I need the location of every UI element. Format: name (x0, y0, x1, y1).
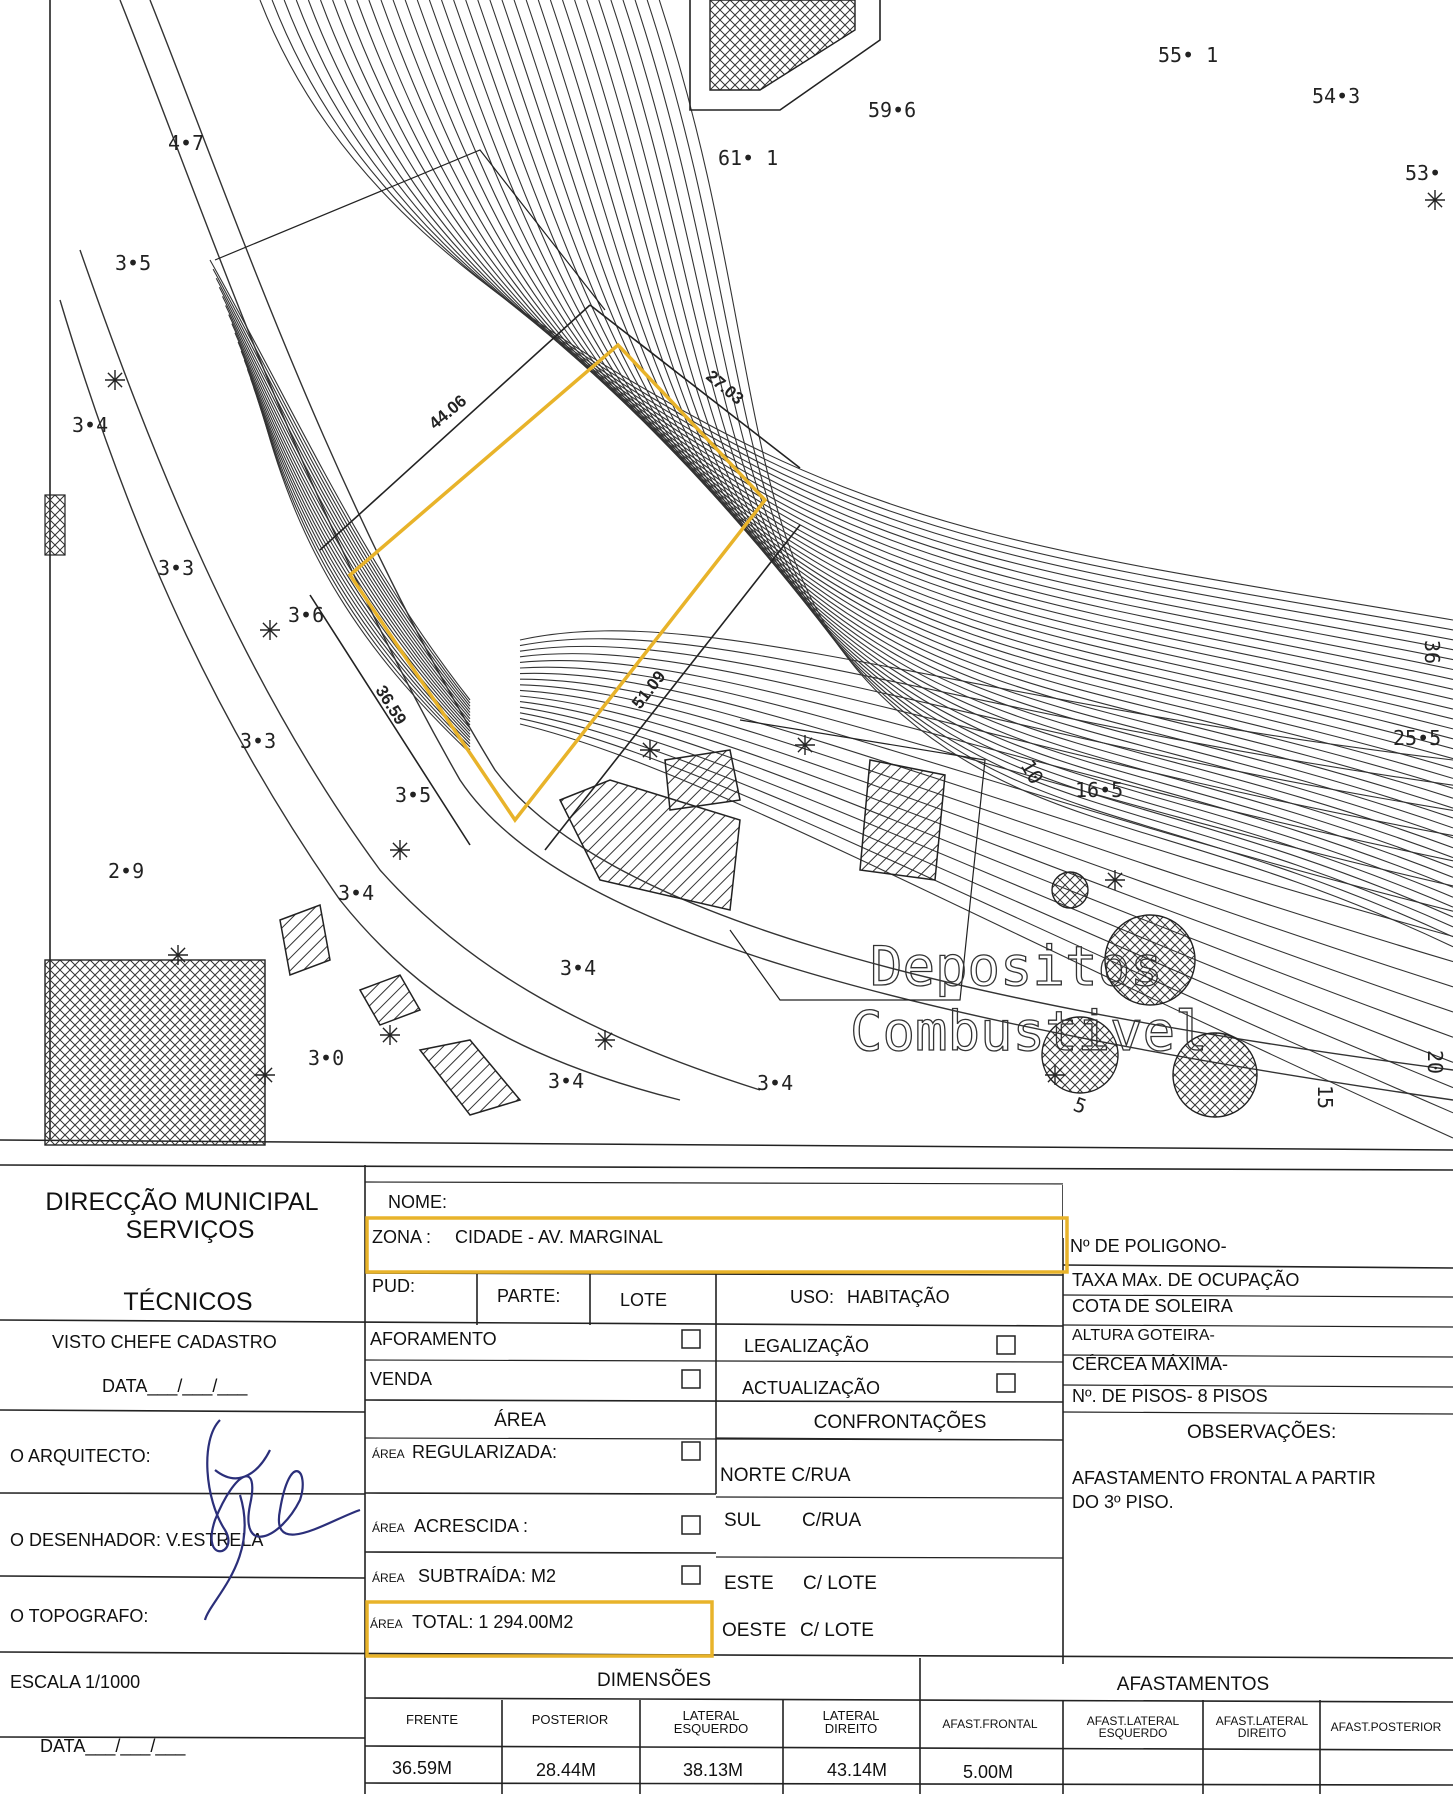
spot-height: 3•3 (240, 729, 277, 753)
frente-header: FRENTE (406, 1712, 458, 1727)
este-value: C/ LOTE (803, 1573, 877, 1594)
org-line2: SERVIÇOS (125, 1216, 255, 1244)
lat-dir-value: 43.14M (826, 1760, 888, 1780)
altura-label: ALTURA GOTEIRA- (1072, 1327, 1215, 1344)
escala-label: ESCALA 1/1000 (10, 1672, 141, 1692)
afast-lat-dir-header2: DIREITO (1237, 1726, 1287, 1740)
taxa-label: TAXA MAx. DE OCUPAÇÃO (1072, 1270, 1300, 1290)
spot-height: 10 (1015, 755, 1049, 789)
oeste-label: OESTE (722, 1620, 787, 1641)
afast-lat-dir-header1: AFAST.LATERAL (1215, 1714, 1309, 1728)
dimension-51-09: 51.09 (628, 667, 670, 713)
area-prefix-total: ÁREA (370, 1617, 403, 1631)
spot-height: 3•6 (288, 603, 325, 627)
dimension-27-03: 27.03 (702, 366, 748, 409)
sul-label: SUL (724, 1510, 761, 1531)
spot-height: 3•4 (338, 881, 375, 905)
confrontacoes-title: CONFRONTAÇÕES (813, 1412, 987, 1433)
spot-height: 3•5 (395, 783, 432, 807)
spot-height: 3•3 (158, 556, 195, 580)
spot-height: 20 (1423, 1050, 1447, 1075)
zona-value: CIDADE - AV. MARGINAL (455, 1227, 664, 1247)
regularizada-checkbox[interactable] (682, 1442, 700, 1460)
subtraida-checkbox[interactable] (682, 1566, 700, 1584)
org-line3: TÉCNICOS (123, 1288, 253, 1316)
cota-label: COTA DE SOLEIRA (1072, 1296, 1233, 1316)
arquitecto-label: O ARQUITECTO: (10, 1446, 151, 1466)
area-prefix-subtraida: ÁREA (372, 1571, 405, 1585)
spot-height: 15 (1313, 1085, 1337, 1110)
spot-height: 3•4 (548, 1069, 585, 1093)
spot-height: 4•7 (168, 131, 205, 155)
pud-label: PUD: (372, 1276, 416, 1296)
actualizacao-label: ACTUALIZAÇÃO (742, 1378, 881, 1398)
spot-height: 3•0 (308, 1046, 345, 1070)
uso-label: USO: (790, 1287, 835, 1307)
area-label-depositos: Depositos (870, 935, 1163, 998)
afast-frontal-value: 5.00M (962, 1762, 1014, 1782)
uso-value: HABITAÇÃO (847, 1287, 950, 1307)
spot-height: 3•4 (560, 956, 597, 980)
area-label-combustivel: Combustivel (850, 1000, 1208, 1063)
area-total-value: TOTAL: 1 294.00M2 (412, 1612, 574, 1632)
cercea-label: CÉRCEA MÁXIMA- (1072, 1354, 1229, 1374)
sul-value: C/RUA (802, 1510, 862, 1531)
lote-label: LOTE (620, 1290, 668, 1310)
aforamento-label: AFORAMENTO (370, 1329, 497, 1349)
lat-dir-header2: DIREITO (824, 1721, 878, 1736)
observacoes-line1: AFASTAMENTO FRONTAL A PARTIR (1072, 1468, 1376, 1488)
acrescida-checkbox[interactable] (682, 1516, 700, 1534)
data2-label: DATA___/___/___ (40, 1736, 186, 1756)
spot-height: 25•5 (1393, 726, 1442, 750)
posterior-value: 28.44M (535, 1760, 597, 1780)
nome-label: NOME: (388, 1192, 448, 1212)
org-line1: DIRECÇÃO MUNICIPAL (45, 1188, 319, 1216)
posterior-header: POSTERIOR (531, 1712, 609, 1727)
spot-height: 16•5 (1075, 778, 1124, 802)
poligono-label: Nº DE POLIGONO- (1070, 1236, 1227, 1256)
spot-height: 2•9 (108, 859, 145, 883)
spot-height: 3•4 (757, 1071, 794, 1095)
spot-height: 5 (1070, 1092, 1090, 1119)
spot-height: 61• 1 (718, 146, 779, 170)
area-prefix-regularizada: ÁREA (372, 1447, 405, 1461)
afast-lat-esq-header2: ESQUERDO (1098, 1726, 1168, 1740)
spot-height: 53• (1405, 161, 1442, 185)
dimension-36-59: 36.59 (371, 682, 411, 729)
observacoes-label: OBSERVAÇÕES: (1187, 1422, 1337, 1443)
spot-height: 36 (1420, 640, 1444, 665)
observacoes-line2: DO 3º PISO. (1072, 1492, 1174, 1512)
lat-esq-header2: ESQUERDO (673, 1721, 749, 1736)
dimensoes-title: DIMENSÕES (596, 1670, 712, 1691)
lat-esq-header1: LATERAL (682, 1708, 740, 1723)
area-prefix-acrescida: ÁREA (372, 1521, 405, 1535)
actualizacao-checkbox[interactable] (997, 1374, 1015, 1392)
zona-label: ZONA : (372, 1227, 432, 1247)
afastamentos-title: AFASTAMENTOS (1116, 1674, 1270, 1695)
lat-esq-value: 38.13M (682, 1760, 744, 1780)
desenhador-label: O DESENHADOR: V.ESTRELA (10, 1530, 264, 1550)
pisos-label: Nº. DE PISOS- 8 PISOS (1072, 1386, 1268, 1406)
area-acrescida-label: ACRESCIDA : (414, 1516, 529, 1536)
spot-height: 3•5 (115, 251, 152, 275)
spot-height: 59•6 (868, 98, 917, 122)
afast-posterior-header: AFAST.POSTERIOR (1330, 1720, 1442, 1734)
visto-label: VISTO CHEFE CADASTRO (52, 1332, 277, 1352)
spot-height: 54•3 (1312, 84, 1361, 108)
spot-height: 3•4 (72, 413, 109, 437)
area-regularizada-label: REGULARIZADA: (412, 1442, 558, 1462)
legalizacao-checkbox[interactable] (997, 1336, 1015, 1354)
parte-label: PARTE: (497, 1286, 561, 1306)
signature (205, 1420, 360, 1620)
area-subtraida-label: SUBTRAÍDA: M2 (418, 1566, 557, 1586)
aforamento-checkbox[interactable] (682, 1330, 700, 1348)
venda-label: VENDA (370, 1369, 433, 1389)
afast-lat-esq-header1: AFAST.LATERAL (1086, 1714, 1180, 1728)
dimension-44-06: 44.06 (425, 391, 471, 434)
legalizacao-label: LEGALIZAÇÃO (744, 1336, 870, 1356)
afast-frontal-header: AFAST.FRONTAL (942, 1717, 1038, 1731)
lat-dir-header1: LATERAL (822, 1708, 880, 1723)
area-title: ÁREA (494, 1410, 546, 1431)
este-label: ESTE (724, 1573, 774, 1594)
norte-label: NORTE C/RUA (720, 1465, 851, 1486)
oeste-value: C/ LOTE (800, 1620, 874, 1641)
spot-height: 55• 1 (1158, 43, 1219, 67)
topografo-label: O TOPOGRAFO: (10, 1606, 149, 1626)
data1-label: DATA___/___/___ (102, 1376, 248, 1396)
venda-checkbox[interactable] (682, 1370, 700, 1388)
frente-value: 36.59M (391, 1758, 453, 1778)
